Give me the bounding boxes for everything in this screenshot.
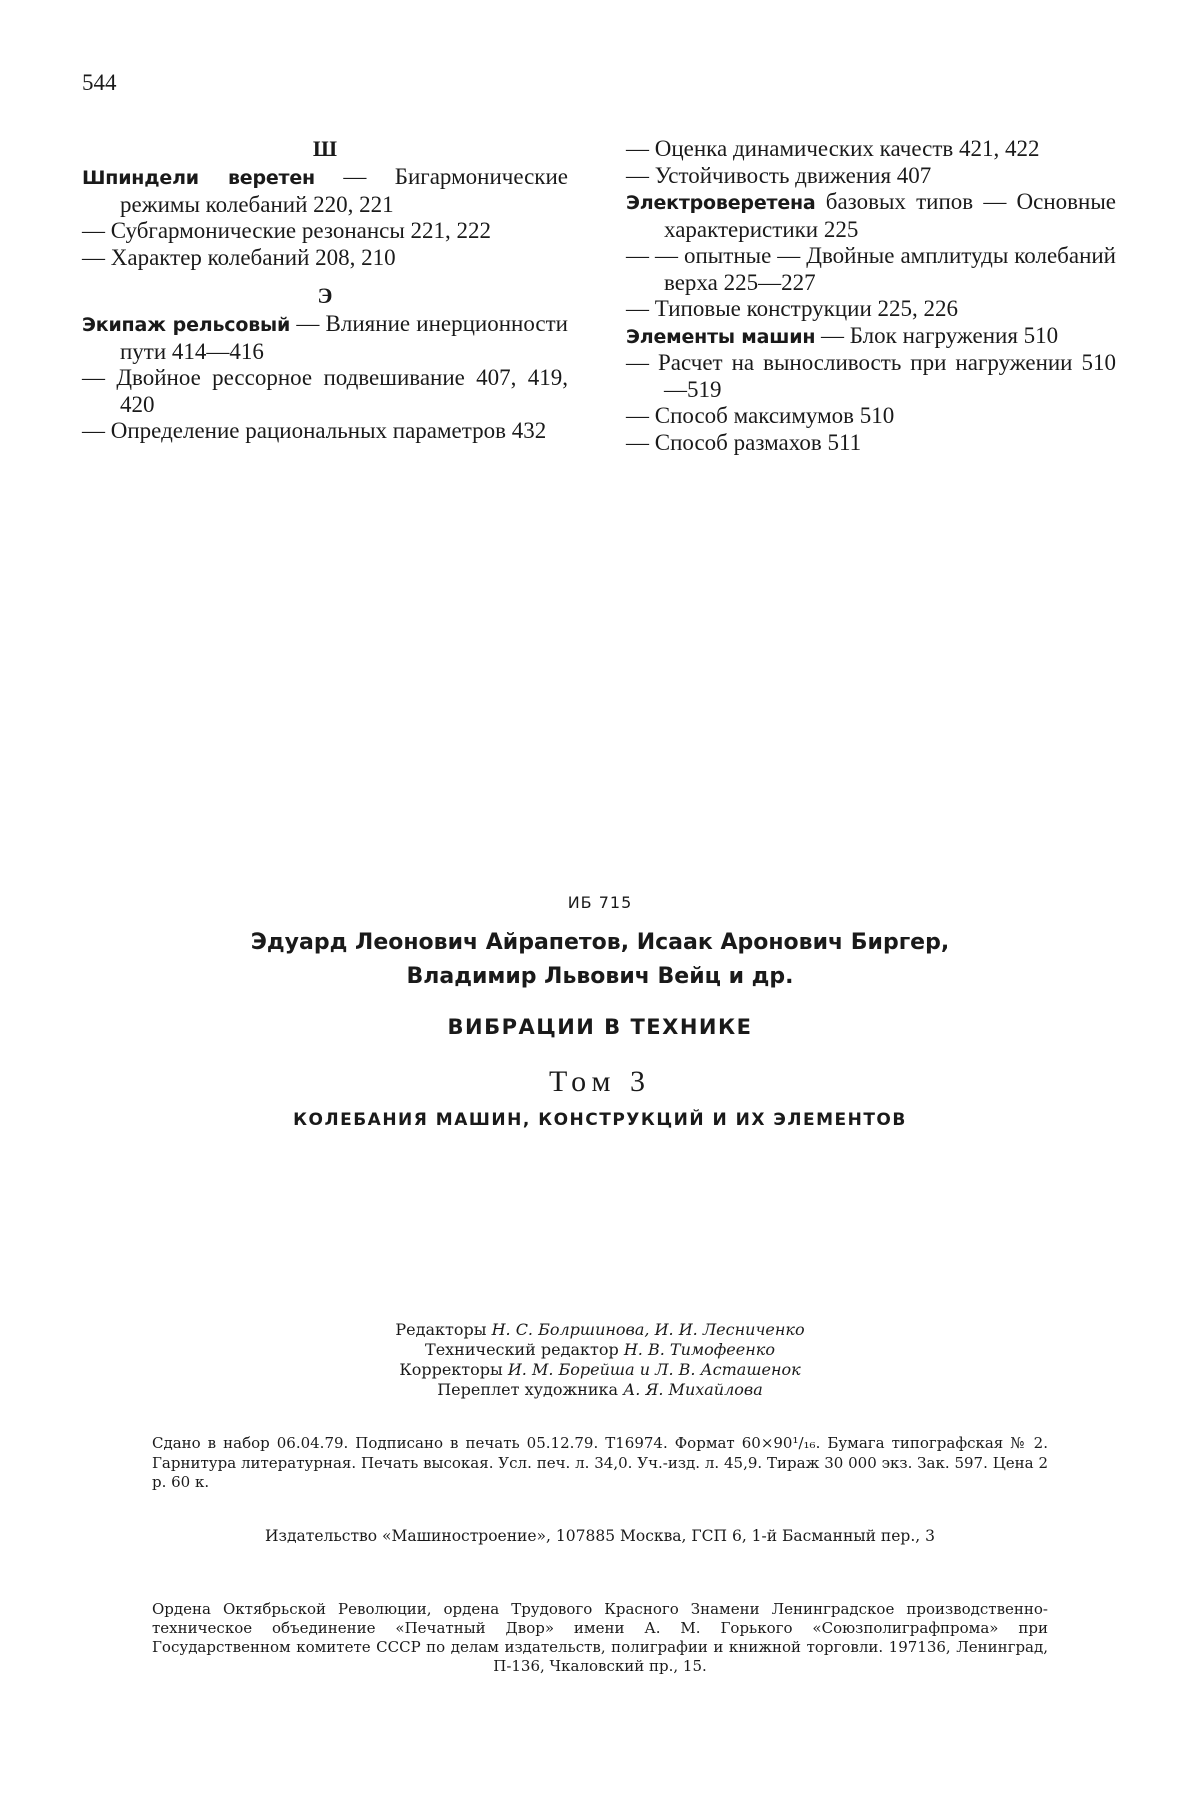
index-entry-text: — Типовые конструкции 225, 226 xyxy=(626,296,959,321)
credit-role: Редакторы xyxy=(395,1320,492,1339)
index-entry-text: — — опытные — Двойные амплитуды колебаний верха 225—227 xyxy=(626,243,1116,295)
credit-person: И. М. Борейша и Л. В. Асташенок xyxy=(507,1360,801,1379)
credit-line xyxy=(82,1340,1118,1360)
index-entry xyxy=(626,189,1116,243)
index-entry xyxy=(82,218,568,245)
credit-role: Переплет художника xyxy=(437,1380,624,1399)
index-entry-text: — Способ размахов 511 xyxy=(626,429,862,455)
index-entry xyxy=(82,245,568,272)
index-entry xyxy=(82,365,568,418)
index-letter-heading: Ш xyxy=(312,136,338,161)
index-entry xyxy=(626,403,1116,430)
index-entry-text: — Блок нагружения 510 xyxy=(815,322,1059,348)
index-entry xyxy=(626,430,1116,457)
printer-info: Ордена Октябрьской Революции, ордена Трудового Красного Знамени Ленинградское производственно-техническое объединение «Печатный Двор» имени А. М. Горького «Союзполиграфпрома» при Государственном комитете СССР по делам издательств, полиграфии и книжной торговли. 197136, Ленинград, П-136, Чкаловский пр., 15. xyxy=(152,1600,1048,1675)
index-entry xyxy=(82,311,568,365)
index-entry-text: — Устойчивость движения 407 xyxy=(626,162,932,188)
index-head-term: Шпиндели веретен xyxy=(82,167,315,189)
publisher-info: Издательство «Машиностроение», 107885 Москва, ГСП 6, 1-й Басманный пер., 3 xyxy=(265,1527,935,1545)
index-letter-heading: Э xyxy=(317,283,333,308)
credit-person: Н. С. Болршинова, И. И. Лесниченко xyxy=(491,1320,805,1339)
index-left-column xyxy=(82,136,568,445)
credit-role: Технический редактор xyxy=(425,1340,624,1359)
book-volume: Том 3 xyxy=(549,1065,651,1098)
index-entry xyxy=(626,243,1116,296)
index-entry-text: — Способ максимумов 510 xyxy=(626,403,895,428)
authors-line: Эдуард Леонович Айрапетов, Исаак Аронович Биргер, xyxy=(250,930,950,955)
index-entry-text: — Определение рациональных параметров 432 xyxy=(82,418,547,443)
index-entry-text: — Бигармонические режимы колебаний 220, 221 xyxy=(120,164,568,217)
index-entry-text: — Влияние инерционности пути 414—416 xyxy=(120,311,568,364)
index-entry-text: базовых типов — Основные характеристики 225 xyxy=(664,189,1116,242)
authors-line: Владимир Львович Вейц и др. xyxy=(406,964,794,989)
credit-person: Н. В. Тимофеенко xyxy=(623,1340,775,1359)
index-entry-text: — Расчет на выносливость при нагружении 510—519 xyxy=(626,350,1116,402)
index-right-column xyxy=(626,136,1116,456)
print-info: Сдано в набор 06.04.79. Подписано в печать 05.12.79. Т16974. Формат 60×90¹/₁₆. Бумага типографская № 2. Гарнитура литературная. Печать высокая. Усл. печ. л. 34,0. Уч.-изд. л. 45,9. Тираж 30 000 экз. Зак. 597. Цена 2 р. 60 к. xyxy=(152,1434,1048,1491)
credit-line xyxy=(82,1320,1118,1340)
credits-block xyxy=(82,1320,1118,1400)
index-entry-text: — Двойное рессорное подвешивание 407, 419, 420 xyxy=(82,365,568,417)
index-entry xyxy=(626,323,1116,351)
index-entry xyxy=(82,164,568,218)
index-entry xyxy=(82,418,568,445)
index-entry-text: — Характер колебаний 208, 210 xyxy=(82,244,396,270)
index-head-term: Экипаж рельсовый xyxy=(82,314,291,336)
index-head-term: Электроверетена xyxy=(626,192,816,214)
index-head-term: Элементы машин xyxy=(626,325,816,348)
book-authors xyxy=(82,926,1118,994)
credit-line xyxy=(82,1380,1118,1400)
index-entry-text: — Оценка динамических качеств 421, 422 xyxy=(626,136,1040,161)
ib-code: ИБ 715 xyxy=(567,893,633,912)
index-entry xyxy=(626,296,1116,323)
index-entry-text: — Субгармонические резонансы 221, 222 xyxy=(82,218,492,243)
book-title: ВИБРАЦИИ В ТЕХНИКЕ xyxy=(447,1015,753,1039)
page-number: 544 xyxy=(82,70,117,95)
credit-line xyxy=(82,1360,1118,1380)
index-entry xyxy=(626,350,1116,403)
book-subtitle: КОЛЕБАНИЯ МАШИН, КОНСТРУКЦИЙ И ИХ ЭЛЕМЕНТОВ xyxy=(293,1110,907,1130)
index-entry xyxy=(626,136,1116,163)
index-entry xyxy=(626,163,1116,190)
credit-role: Корректоры xyxy=(399,1360,508,1379)
credit-person: А. Я. Михайлова xyxy=(623,1380,763,1399)
